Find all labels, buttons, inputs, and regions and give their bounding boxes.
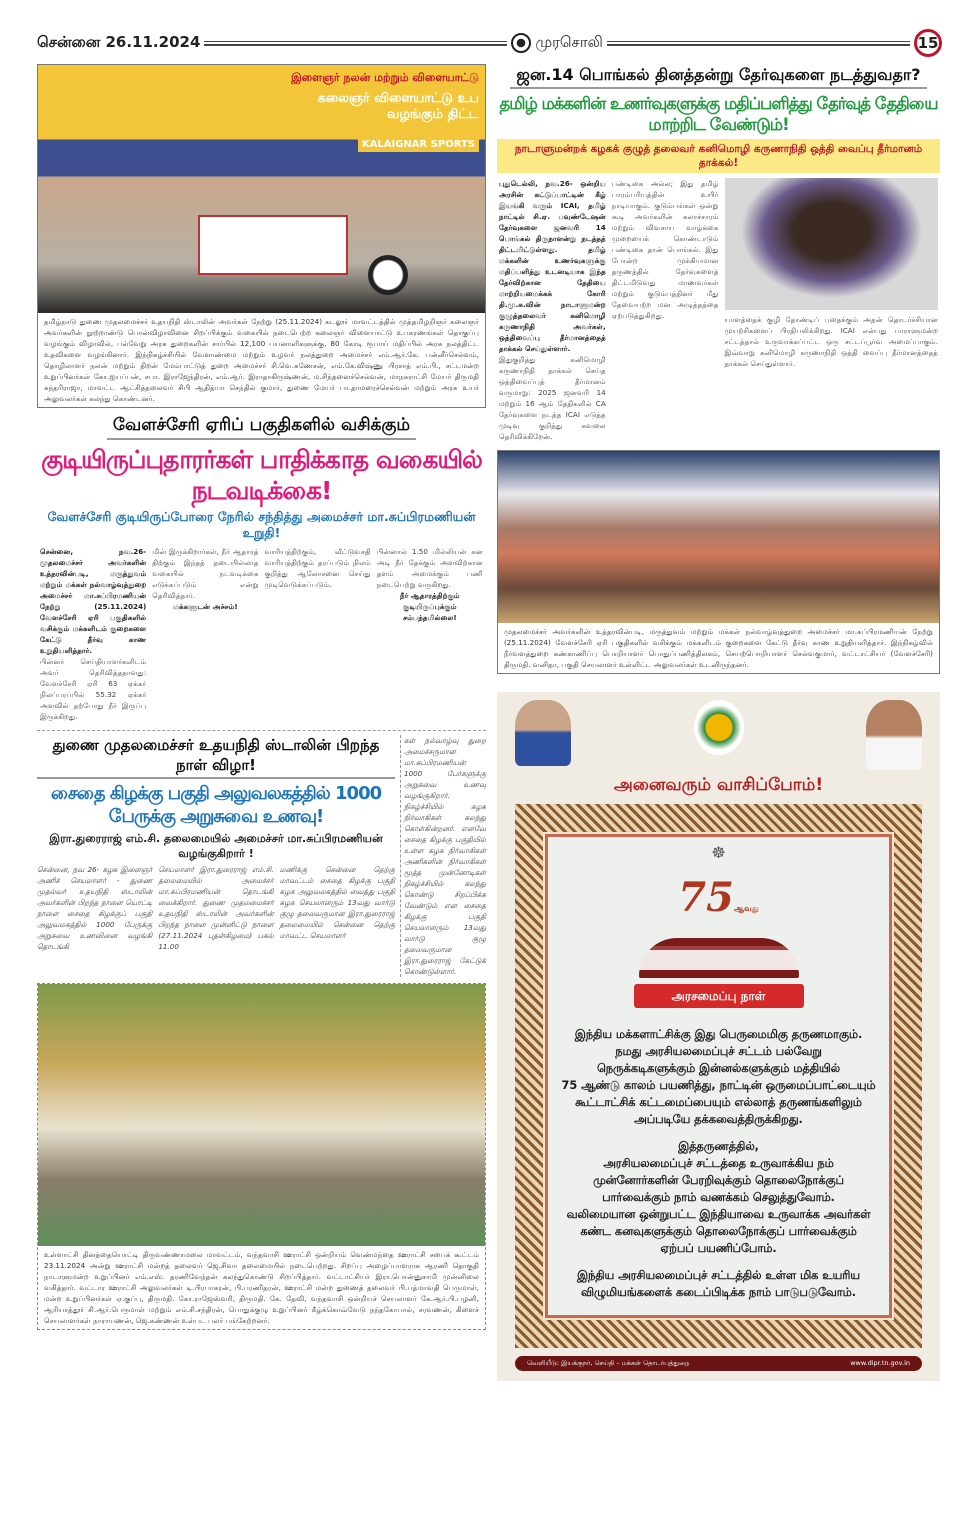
anniversary-number: 75ஆவது — [678, 874, 759, 921]
village-meeting-photo — [38, 984, 485, 1246]
ad-publisher: வெளியீடு: இயக்குநர், செய்தி – மக்கள் தொடர்புத்துறை — [527, 1359, 690, 1367]
ad-paragraph: இந்திய மக்களாட்சிக்கு இது பெருமைமிகு தருணமாகும். நமது அரசியலமைப்புச் சட்டம் பல்வேறு நெருக்கடிகளுக்கும் இன்னல்களுக்கும் மத்தியில் 75 ஆண்டு காலம் பயணித்து, நாட்டின் ஒருமைப்பாட்டையும் கூட்டாட்சிக் கட்டமைப்பையும் எல்லாத் தருணங்களிலும் அப்படியே தக்கவைத்திருக்கிறது. — [561, 1028, 876, 1126]
banner-text: இளைஞர் நலன் மற்றும் விளையாட்டு — [291, 71, 479, 84]
article-text: மின் இருக்கிறார்கள், நீர் ஆதாரத் திற்கும் இந்தத் தடையில்லாத வகையில் நடவடிக்கை எடுக்கப்படும் என்று தெரிவித்தார். — [152, 547, 259, 600]
photo-caption: உள்ளாட்சி தினத்தையொட்டி திருவண்ணாமலை மாவட்டம், வந்தவாசி ஊராட்சி ஒன்றியம் வெண்மந்தை ஊராட்சி சபைக் கூட்டம் 23.11.2024 அன்று ஊராட்சி மன்றத் தலைவர் ஜெ.சிவா தலைமையில் நடைபெற்றது. சிறப்பு அழைப்பாளராக ஆரணி தொகுதி நாடாளுமன்ற உறுப்பினர் எம்.எஸ். தரணிவேந்தன் கலந்துகொண்டு சிறப்பித்தார். வட்டாட்சியர் இரா.பொன்னுசாமி முன்னிலை வகித்தார். வட்டார ஊராட்சி அலுவலர்கள் டி.பிரபாகரன், பி.பரணிதரன், ஊராட்சி மன்ற துணைத் தலைவர் பி.பத்மாவதி பெருமாள், மன்ற உறுப்பினர்கள் ஏ.குப்பு, திருமதி. கோ.ராஜேஸ்வரி, திருமதி. கே. தேவி, வந்தவாசி ஒன்றியச் செயலாளர் கே.ஆர்.பி.பழனி, ஆரியாத்தூர் சி.ஆர்.பெருமாள் மற்றும் எம்.சி.சந்திரன், பொதுக்குழு உறுப்பினர் கீழ்க்கொவ்வேடு நந்தகோபால், சரவணன், கிளைச் செயலாளர்கள் நாராயணன், ஜெ.கண்ணன் உள்பட பலர் பங்கேற்றனர். — [44, 1250, 479, 1325]
right-column — [497, 64, 940, 1381]
tn-emblem-icon — [694, 700, 744, 755]
velachery-kicker: வேளச்சேரி ஏரிப் பகுதிகளில் வசிக்கும் — [37, 414, 486, 440]
banner-en: KALAIGNAR SPORTS — [358, 137, 479, 152]
ad-title: அனைவரும் வாசிப்போம்! — [613, 775, 824, 795]
divider — [204, 41, 507, 46]
ad-paragraph: இந்திய அரசியலமைப்புச் சட்டத்தில் உள்ள மிக உயரிய விழுமியங்களைக் கடைப்பிடிக்க நாம் பாடுபடுவோம். — [577, 1269, 860, 1299]
divider — [607, 41, 910, 46]
velachery-headline: குடியிருப்புதாரர்கள் பாதிக்காத வகையில் நடவடிக்கை! — [41, 445, 482, 505]
ribbon-label: அரசமைப்பு நாள் — [634, 984, 804, 1008]
ornate-border — [515, 804, 922, 1348]
birthday-subhead: இரா.துரைராஜ் எம்.சி. தலைமையில் அமைச்சர் மா.சுப்பிரமணியன் வழங்குகிறார் ! — [49, 832, 383, 860]
article-text: பின்னால் 1.50 மில்லியன் கன அடி நீர் தேக்கும் அளவிற்கான தளம் அமைக்கும் பணி நடைபெற்று வருகிறது. — [376, 547, 483, 589]
ad-header — [515, 700, 922, 772]
article-text: சென்னை, நவ 26- கழக இளைஞர் அணிச் செயலாளர் - துணை முதல்வர் உதயநிதி ஸ்டாலின் அவர்களின் பிறந்த நாளை யொட்டி நாளை சைதை கிழக்குப் பகுதி அலுவலகத்தில் 1000 பேருக்கு அறுசுவை உணவினை வழங்கி தொடங்கி — [37, 865, 153, 951]
article-text: பண்டிகை அல்ல; இது தமிழ் பாரம்பரியத்தின் உயிர் நாடியாகும். குடும்பங்கள் ஒன்று கூடி அவர்களின் கலாச்சாரம் மற்றும் விவசாய வாழ்க்கை முறையைக் கொண்டாடும் பண்டிகை தான் பொங்கல். இது போன்ற முக்கியமான தருணத்தில் தேர்வுகளைத் திட்டமிடுவது மாணவர்கள் மற்றும் குடும்பத்தினர் மீது தேவையற்ற மன அழுத்தத்தை ஏற்படுத்துகிறது. — [611, 179, 719, 320]
paper-name: முரசொலி — [535, 33, 603, 51]
trophy-model — [198, 215, 348, 275]
article-text: வாரியத்திற்கும், வீட்டுவசதி வாரியத்திற்கும் தரப்படும் நிலம் குறித்து ஆலோசனை செய்து முடிவெடுக்கப்படும். — [264, 547, 371, 589]
article-text: மணிக்கு சென்னை தெற்கு மாவட்டம் சைதை கிழக்கு பகுதி கழக அலுவலகத்தில் வைத்து பகுதி கழக செயலாளரும் 13வது வார்டு குழு தலைவருமான இரா.துரைராஜ் தலைமையில் சென்னை தெற்கு மாவட்ட செயலாளர் — [279, 865, 395, 940]
photo-caption: தமிழ்நாடு துணை முதலமைச்சர் உதயநிதி ஸ்டாலின் அவர்கள் நேற்று (25.11.2024) கடலூர் மாவட்டத்தில் முத்தமிழறிஞர் கலைஞர் அவர்களின் நூற்றாண்டு பொன்விழாவினை சிறப்பிக்கும் வகையில் நடைபெற்ற கலைஞர் விளையாட்டு உபகரணங்கள் தொகுப்பு வழங்கும் விழாவில், பல்வேறு அரசு துறைகளின் சார்பில் 12,100 பயனாளிகளுக்கு, 80 கோடி ரூபாய் மதிப்பில் அரசு நலத்திட்ட உதவிகளை வழங்கினார். இந்நிகழ்ச்சியில் வேளாண்மை மற்றும் உழவர் நலத்துறை அமைச்சர் எம்.ஆர்.கே. பன்னீர்செல்வம், தொழிலாளர் நலன் மற்றும் திறன் மேம்பாட்டுத் துறை அமைச்சர் சி.வெ.கணேசன், எம்.கே.விஷ்ணு பிரசாத் எம்.பி., சட்டமன்ற உறுப்பினர்கள் கோ.ஐயப்பன், சபா. இராஜேந்திரன், எம்.ஆர். இராதாகிருஷ்ணன், ம.சிந்தனைச்செல்வன், மாநகராட்சி மேயர் திருமதி சுந்தரிராஜா, மாவட்ட ஆட்சித்தலைவர் சிபி ஆதித்யா செந்தில் குமார், துணை மேயர் பா.தாமரைச்செல்வன் மற்றும் அரசு உயர் அலுவலர்கள் கலந்து கொண்டனர். — [44, 317, 479, 403]
page-grid — [37, 64, 940, 1381]
exam-right — [725, 178, 939, 442]
ad-website: www.dipr.tn.gov.in — [850, 1359, 910, 1367]
masthead-date: சென்னை 26.11.2024 — [37, 33, 201, 51]
article-text: கள் நல்வாழ்வு துறை அமைச்சருமான மா.சுப்பிரமணியன் 1000 பேர்களுக்கு அறுசுவை உணவு வழங்குகிறார். நிகழ்ச்சியில் கழக நிர்வாகிகள் கலந்து கொள்கின்றனர். எனவே சைதை கிழக்கு பகுதியில் உள்ள கழக நிர்வாகிகள் அணிகளின் நிர்வாகிகள் மூத்த முன்னோடிகள் நிகழ்ச்சியில் கலந்து கொண்டு சிறப்பிக்க வேண்டும் என சைதை கிழக்கு பகுதி செயலாளரும் 13வது வார்டு குழு தலைவருமான இரா.துரைராஜ் கேட்டுக் கொண்டுள்ளார். — [404, 736, 486, 976]
event-photo — [38, 65, 485, 313]
exam-kicker: ஜன.14 பொங்கல் தினத்தன்று தேர்வுகளை நடத்துவதா? — [497, 64, 940, 89]
newspaper-logo — [511, 33, 603, 53]
birthday-story — [37, 730, 486, 977]
photo-caption: முதலமைச்சர் அவர்களின் உத்தரவின்படி, மருத்துவம் மற்றும் மக்கள் நல்வாழ்வுத்துறை அமைச்சர் மா.சுப்பிரமணியன் நேற்று (25.11.2024) வேளச்சேரி ஏரி பகுதிகளில் வசிக்கும் மக்களிடம் குறைகளை கேட்டு தீர்வு காண உறுதியளித்தார். இந்நிகழ்வில் நீர்வளத்துறை கண்காணிப்பு பொறியாளர் பொதுப்பணித்திலகம், செயற்பொறியாளர் செல்வகுமார், வட்டாட்சியர் (வேளச்சேரி) திருமதி. வனிதா, பகுதி செயலாளர் உள்ளிட்ட அலுவலர்கள் உடனிருந்தனர். — [504, 627, 933, 669]
parliament-icon — [639, 938, 799, 978]
velachery-photo-story — [497, 450, 940, 674]
ad-footer — [515, 1356, 922, 1371]
banner-sub: கலைஞர் விளையாட்டு உப வழங்கும் திட்ட — [317, 91, 479, 122]
article-text: செயலாளர் இரா.துரைராஜ் எம்.சி. தலைமையில் அமைச்சர் மா.சுப்பிரமணியன் தொடங்கி வைக்கிறார். துணை முதலமைச்சர் உதயநிதி ஸ்டாலின் அவர்களின் பிறந்த நாளை முன்னிட்டு நாளை (27.11.2024 புதன்கிழமை) பகல் 11.00 — [158, 865, 274, 951]
chief-minister-portrait — [866, 700, 922, 770]
ambedkar-portrait — [515, 700, 571, 766]
constitution-day-ad — [497, 692, 940, 1381]
village-photo-story — [37, 983, 486, 1330]
subheading: நீர் ஆதாரத்திற்கும் குடியிருப்புக்கும் சம்பந்தமில்லை! — [400, 591, 460, 622]
birthday-headline: சைதை கிழக்கு பகுதி அலுவலகத்தில் 1000 பேருக்கு அறுசுவை உணவு! — [50, 783, 382, 827]
article-lead: புதுடெல்லி, நவ.26- ஒன்றிய அரசின் கட்டுப்பாட்டின் கீழ் இயங்கி வரும் ICAI, தமிழ் நாட்டில் சி.ஏ. பவுண்டேஷன் தேர்வுகளை ஜனவரி 14 பொங்கல் திருநாளன்று நடத்தத் திட்டமிட்டுள்ளது. தமிழ் மக்களின் உணர்வுகளுக்கு மதிப்பளித்து உடனடியாக இந்த தேர்விற்கான தேதியை மாற்றியமைக்கக் கோரி தி.மு.க.வின் நாடாளுமன்ற குழுத்தலைவர் கனிமொழி கருணாநிதி அவர்கள், ஒத்திவைப்பு தீர்மானத்தைத் தாக்கல் செய்துள்ளார். — [499, 179, 606, 353]
football-icon — [368, 255, 408, 295]
ashoka-emblem-icon: ☸ — [711, 843, 726, 862]
birthday-main — [37, 735, 395, 977]
page-number: 15 — [914, 29, 942, 57]
left-column — [37, 64, 486, 1330]
kanimozhi-photo — [725, 178, 939, 310]
masthead — [37, 28, 942, 58]
exam-body — [497, 178, 940, 442]
subheading: மக்களுடன் அச்சம்! — [173, 602, 238, 611]
birthday-kicker: துணை முதலமைச்சர் உதயநிதி ஸ்டாலின் பிறந்த நாள் விழா! — [37, 735, 395, 779]
birthday-body-cont — [400, 735, 486, 977]
birthday-body — [37, 864, 395, 952]
exam-subhead: நாடாளுமன்றக் கழகக் குழுத் தலைவர் கனிமொழி கருணாநிதி ஒத்தி வைப்பு தீர்மானம் தாக்கல்! — [497, 139, 940, 173]
article-text: யாளத்தைக் குழி தோண்டிப் புதைக்கும் அதன் தொடர்ச்சியான முயற்சிகளைப் பிரதிபலிக்கிறது. ICAI என்பது பாராளுமன்ற சட்டத்தால் உருவாக்கப்பட்ட ஒரு சட்டப்பூர்வ அமைப்பாகும். இவ்வாறு கனிமொழி கருணாநிதி ஒத்தி வைப்பு தீர்மானத்தைத் தாக்கல் செய்துள்ளார். — [724, 315, 938, 368]
article-lead: சென்னை, நவ.26- முதலமைச்சர் அவர்களின் உத்தரவின்படி, மருத்துவம் மற்றும் மக்கள் நல்வாழ்வுத்துறை அமைச்சர் மா.சுப்பிரமணியன் நேற்று (25.11.2024) வேளச்சேரி ஏரி பகுதிகளில் வசிக்கும் மக்களிடம் குறைகளை கேட்டு தீர்வு காண உறுதியளித்தார். — [40, 547, 147, 655]
article-text: இதுகுறித்து கனிமொழி கருணாநிதி தாக்கல் செய்த ஒத்திவைப்புத் தீர்மானம் வருமாறு: 2025 ஜனவரி 14 மற்றும் 16 ஆம் தேதிகளில் CA தேர்வுகளை நடத்த ICAI எடுத்த முடிவு குறித்து கவலை தெரிவிக்கிறேன். — [499, 355, 606, 441]
velachery-subhead: வேளச்சேரி குடியிருப்போரை நேரில் சந்தித்து அமைச்சர் மா.சுப்பிரமணியன் உறுதி! — [47, 509, 476, 540]
ad-panel — [545, 834, 892, 1318]
ad-paragraph: இத்தருணத்தில், அரசியலமைப்புச் சட்டத்தை உருவாக்கிய நம் முன்னோர்களின் பேரறிவுக்கும் தொலைநோக்குப் பார்வைக்கும் நாம் வணக்கம் செலுத்துவோம். வலிமையான ஒன்றுபட்ட இந்தியாவை உருவாக்க அவர்கள் கண்ட கனவுகளுக்கும் தொலைநோக்குப் பார்வைக்கும் ஏற்பப் பயணிப்போம். — [566, 1140, 871, 1255]
velachery-body — [37, 546, 486, 722]
crowd-photo — [498, 451, 939, 623]
photo-story — [37, 64, 486, 408]
article-text: பின்னர் செய்தியாளர்களிடம் அவர் தெரிவித்ததாவது: வேளச்சேரி ஏரி 63 ஏக்கர் நிலப்பரப்பில் 55.32 ஏக்கர் அளவில் தற்போது நீர் இருப்பு இருக்கிறது. — [40, 657, 147, 721]
exam-headline: தமிழ் மக்களின் உணர்வுகளுக்கு மதிப்பளித்து தேர்வுத் தேதியை மாற்றிட வேண்டும்! — [499, 94, 938, 134]
logo-icon — [511, 33, 531, 53]
